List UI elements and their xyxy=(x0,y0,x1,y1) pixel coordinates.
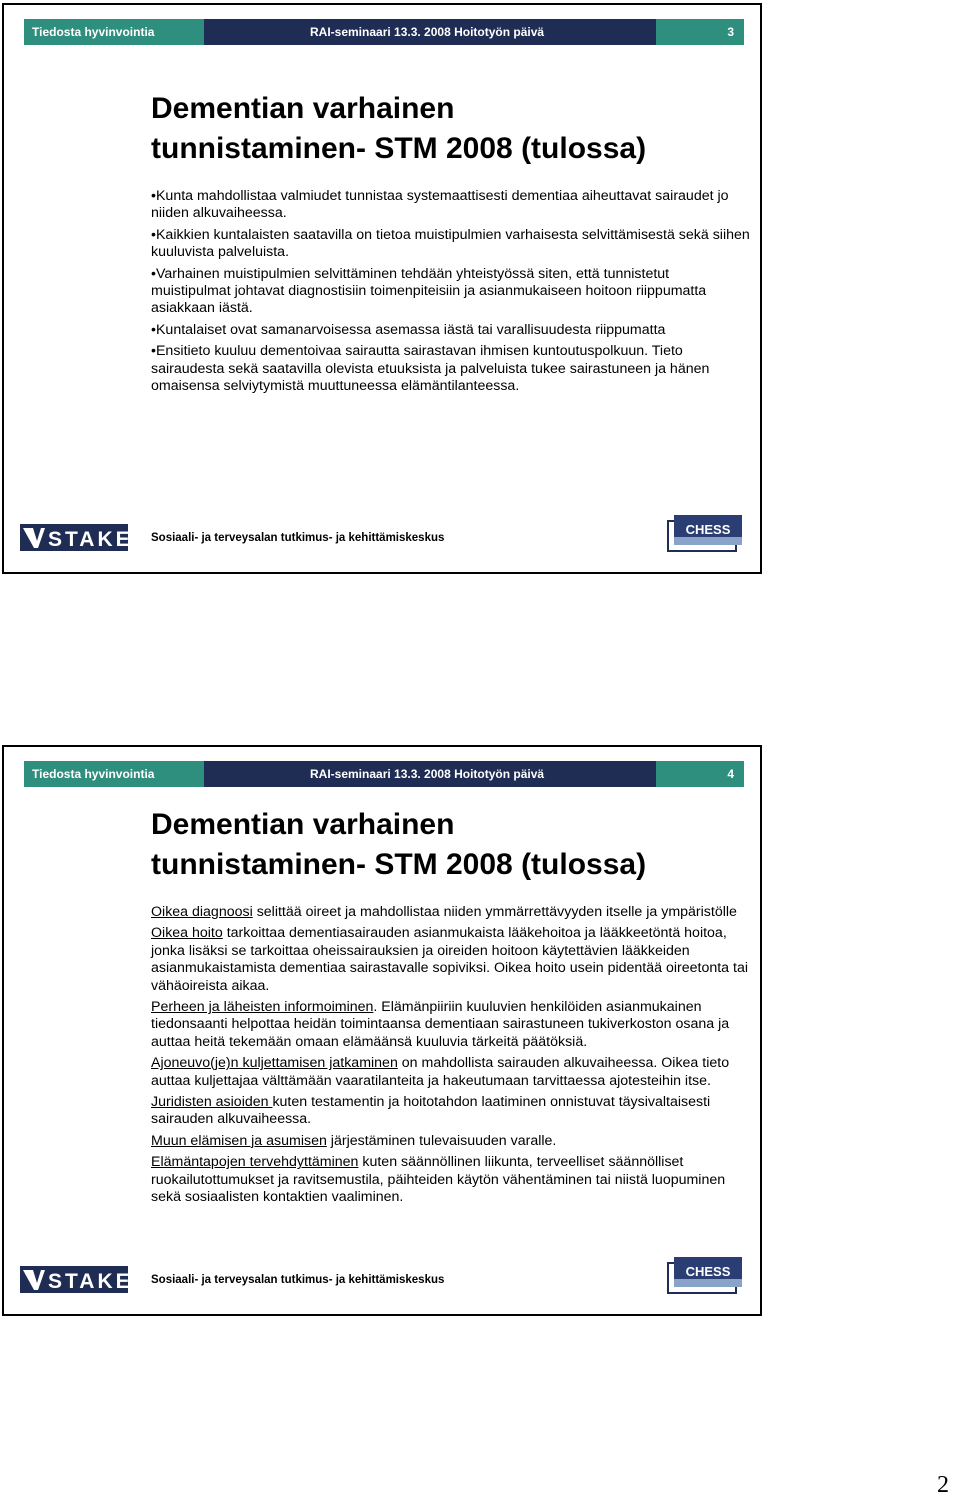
body-paragraph: Perheen ja läheisten informoiminen. Elämänpiiriin kuuluvien henkilöiden asianmukainen tiedonsaanti helpottaa heidän toimintaansa dementiaan sairastuneen tukiverkoston osana ja auttaa heitä tekemään omaan elämäänsä kuuluvia tärkeitä päätöksiä. xyxy=(151,999,730,1050)
bullet-icon: • xyxy=(151,321,156,338)
chess-wordmark: CHESS xyxy=(685,1264,731,1279)
underlined-term: Oikea diagnoosi xyxy=(151,904,253,920)
body-paragraph: Oikea hoito tarkoittaa dementiasairauden asianmukaista lääkehoitoa ja lääkkeetöntä hoitoa, jonka lisäksi se tarkoittaa oheissairauksien ja oireiden hoitoon käytettävien lääkkeiden asianmukaistamista dementiaa sairastavalle sopiviksi. Oikea hoito usein pidentää oireetonta tai vähäoireista aikaa. xyxy=(151,925,748,994)
stakes-wordmark: STAKES xyxy=(48,1270,150,1293)
underlined-term: Juridisten asioiden xyxy=(151,1094,273,1111)
underlined-term: Muun elämisen ja asumisen xyxy=(151,1132,327,1149)
bullet-paragraph: •Kuntalaiset ovat samanarvoisessa asemassa iästä tai varallisuudesta riippumatta xyxy=(151,321,666,338)
title-line-2: tunnistaminen- STM 2008 (tulossa) xyxy=(151,848,647,881)
bullet-paragraph: •Kaikkien kuntalaisten saatavilla on tietoa muistipulmien varhaisesta selvittämisestä sekä siihen kuuluvista palveluista. xyxy=(151,226,750,261)
body-paragraph: Muun elämisen ja asumisen järjestäminen tulevaisuuden varalle. xyxy=(151,1132,557,1149)
footer-organization: Sosiaali- ja terveysalan tutkimus- ja kehittämiskeskus xyxy=(151,532,445,544)
stakes-wordmark: STAKES xyxy=(48,528,150,551)
underlined-term: Elämäntapojen tervehdyttäminen xyxy=(151,1154,359,1171)
bullet-paragraph: •Ensitieto kuuluu dementoivaa sairautta sairastavan ihmisen kuntoutuspolkuun. Tieto sairaudesta sekä saatavilla olevista etuuksista ja palveluista tukee sairastuneen ja hänen omaisensa selviytymistä muuttuneessa elämäntilanteessa. xyxy=(151,343,710,395)
header-left-label: Tiedosta hyvinvointia xyxy=(24,19,204,45)
title-line-1: Dementian varhainen xyxy=(151,92,455,125)
chess-wordmark: CHESS xyxy=(685,522,731,537)
slide-title xyxy=(151,89,741,169)
header-seminar-label: RAI-seminaari 13.3. 2008 Hoitotyön päivä xyxy=(310,767,545,781)
slide-footer xyxy=(20,515,750,563)
bullet-icon: • xyxy=(151,343,156,360)
slide-number: 3 xyxy=(656,19,744,45)
title-line-1: Dementian varhainen xyxy=(151,808,455,841)
document-page-number: 2 xyxy=(937,1472,949,1498)
slide-header xyxy=(24,761,744,787)
stakes-logo-icon xyxy=(20,1266,150,1293)
slide-number: 4 xyxy=(656,761,744,787)
slide-body xyxy=(151,188,751,399)
body-paragraph: Elämäntapojen tervehdyttäminen kuten säännöllinen liikunta, terveelliset säännölliset ruokailutottumukset ja ravitsemustila, päihteiden käytön vähentäminen tai niistä luopuminen sekä sosiaalisten kontaktien vaaliminen. xyxy=(151,1154,726,1206)
underlined-term: Oikea hoito xyxy=(151,925,223,942)
title-line-2: tunnistaminen- STM 2008 (tulossa) xyxy=(151,132,647,165)
body-paragraph: Juridisten asioiden kuten testamentin ja hoitotahdon laatiminen onnistuvat täysivaltaisesti sairauden alkuvaiheessa. xyxy=(151,1094,711,1128)
slide-4 xyxy=(2,745,762,1316)
chess-logo-icon xyxy=(668,515,742,555)
bullet-icon: • xyxy=(151,226,156,243)
slide-title xyxy=(151,805,741,885)
bullet-icon: • xyxy=(151,265,156,282)
slide-footer xyxy=(20,1257,750,1305)
bullet-paragraph: •Kunta mahdollistaa valmiudet tunnistaa systemaattisesti dementiaa aiheuttavat sairaudet jo niiden alkuvaiheessa. xyxy=(151,188,729,222)
stakes-logo-icon xyxy=(20,524,150,551)
header-left-label: Tiedosta hyvinvointia xyxy=(24,761,204,787)
header-seminar-label: RAI-seminaari 13.3. 2008 Hoitotyön päivä xyxy=(310,25,545,39)
chess-logo-icon xyxy=(668,1257,742,1297)
underlined-term: Perheen ja läheisten informoiminen xyxy=(151,999,374,1016)
underlined-term: Ajoneuvo(je)n kuljettamisen jatkaminen xyxy=(151,1055,398,1072)
bullet-paragraph: •Varhainen muistipulmien selvittäminen tehdään yhteistyössä siten, että tunnistetut muistipulmat johtavat diagnostisiin toimenpiteisiin ja asianmukaiseen hoitoon riippumatta asiakkaan iästä. xyxy=(151,265,707,317)
slide-body xyxy=(151,904,751,1211)
slide-header xyxy=(24,19,744,45)
bullet-icon: • xyxy=(151,188,156,204)
body-paragraph: Oikea diagnoosi selittää oireet ja mahdollistaa niiden ymmärrettävyyden itselle ja ympäristölle xyxy=(151,904,737,920)
footer-organization: Sosiaali- ja terveysalan tutkimus- ja kehittämiskeskus xyxy=(151,1274,445,1286)
slide-3 xyxy=(2,3,762,574)
body-paragraph: Ajoneuvo(je)n kuljettamisen jatkaminen on mahdollista sairauden alkuvaiheessa. Oikea tieto auttaa kuljettajaa välttämään vaaratilanteita ja hakeutumaan tarvittaessa ajotesteihin itse. xyxy=(151,1055,730,1089)
